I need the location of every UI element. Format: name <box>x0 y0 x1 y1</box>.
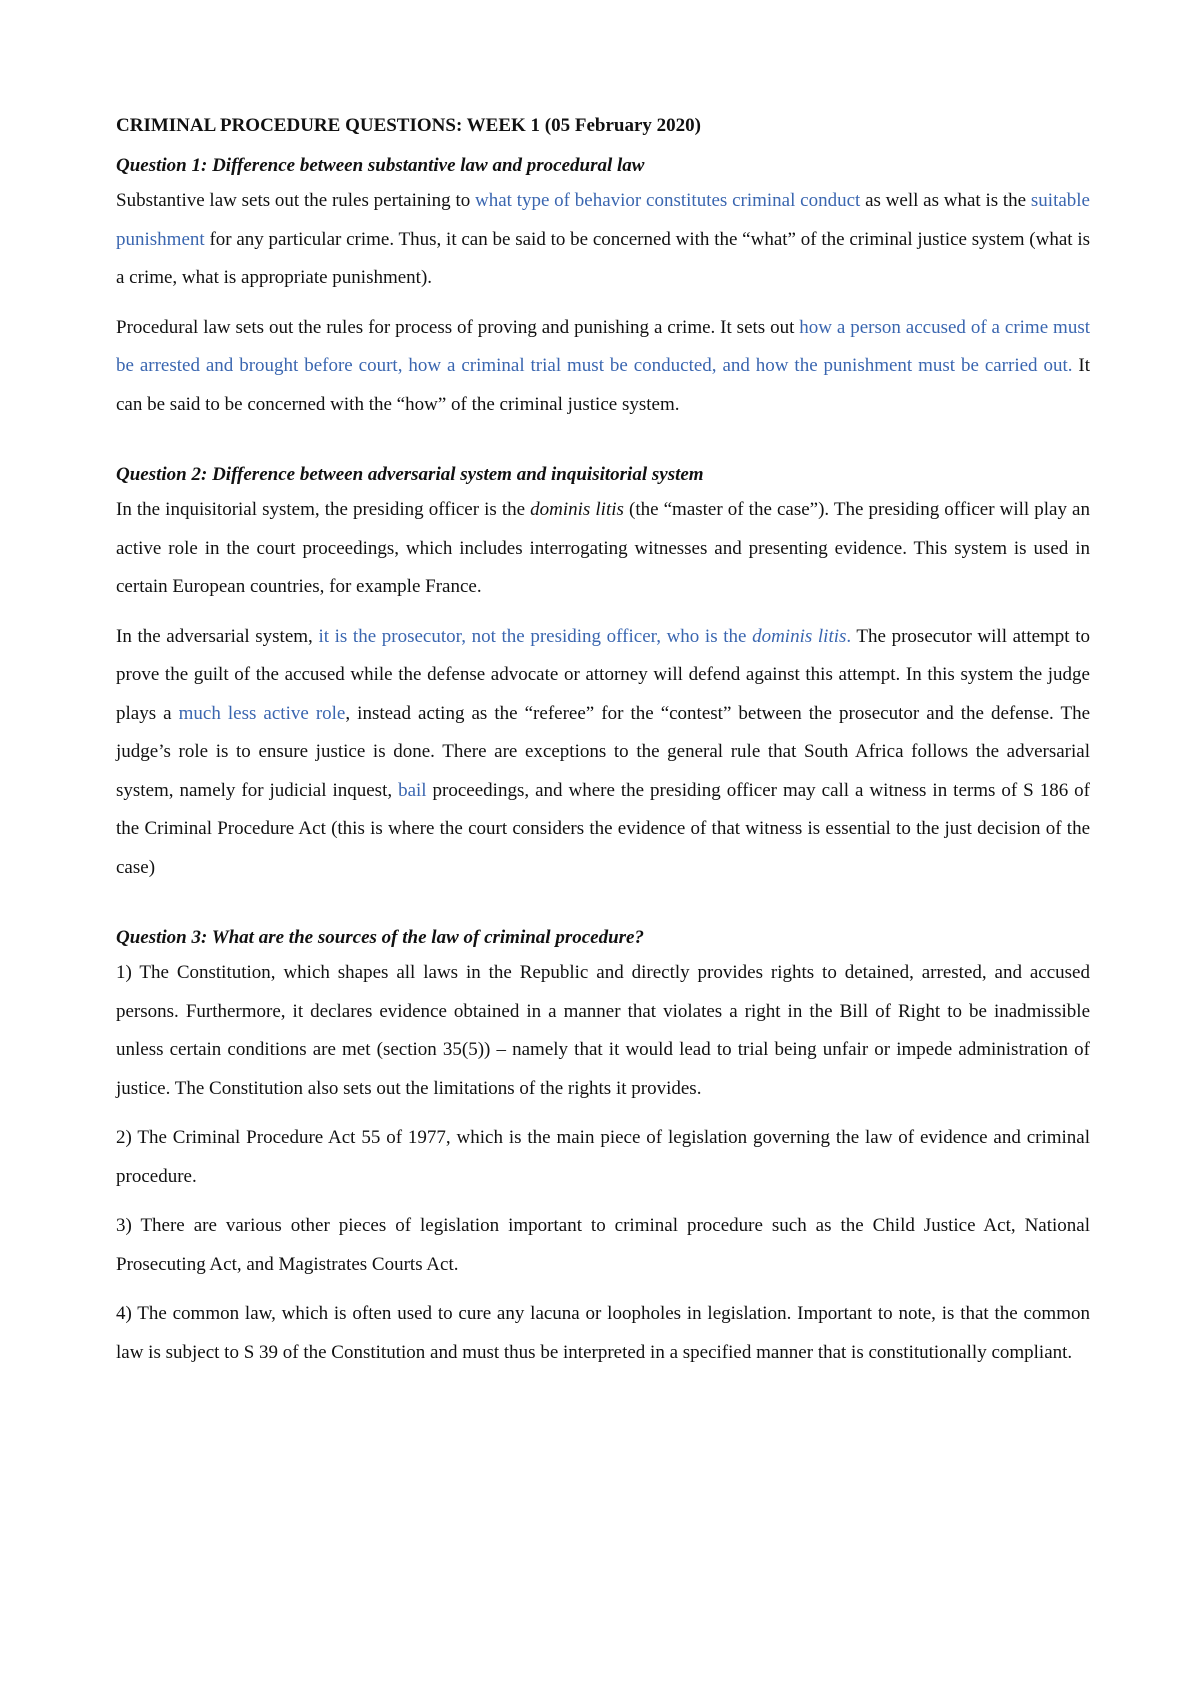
source-item: 1) The Constitution, which shapes all laws in the Republic and directly provides rights to detained, arrested, and accused persons. Furthermore, it declares evidence obtained in a manner that violates a right in the Bill of Right to be inadmissible unless certain conditions are met (section 35(5)) – namely that it would lead to trial being unfair or impede administration of justice. The Constitution also sets out the limitations of the rights it provides. <box>116 962 1090 1099</box>
text-run: It can be said to be concerned with the “how” of the criminal justice system. <box>116 355 1090 415</box>
text-run: Substantive law sets out the rules pertaining to <box>116 190 475 211</box>
highlighted-text: how a person accused of a crime must be arrested and brought before court, how a criminal trial must be conducted, and how the punishment must be carried out. <box>116 316 1090 376</box>
highlighted-text: what type of behavior constitutes criminal conduct <box>475 190 861 211</box>
question-3-heading: Question 3: What are the sources of the law of criminal procedure? <box>116 927 644 948</box>
latin-term: dominis litis <box>530 499 624 520</box>
highlighted-text: bail <box>398 779 427 801</box>
text-run: proceedings, and where the presiding officer may call a witness in terms of S 186 of the Criminal Procedure Act (this is where the court considers the evidence of that witness is essential to the just decision of the case) <box>116 779 1090 878</box>
section-spacer <box>116 898 1090 926</box>
highlighted-text: much less active role <box>178 702 346 724</box>
highlighted-text: it is the prosecutor, not the presiding officer, who is the <box>318 625 753 647</box>
text-run: (the “master of the case”). The presiding officer will play an active role in the court proceedings, which includes interrogating witnesses and presenting evidence. This system is used in certain European countries, for example France. <box>116 499 1090 597</box>
highlighted-text: . <box>846 625 852 647</box>
question-1-heading: Question 1: Difference between substantive law and procedural law <box>116 155 645 176</box>
text-run: In the adversarial system, <box>116 625 319 647</box>
question-2-paragraph-2 <box>116 618 1090 888</box>
section-spacer <box>116 435 1090 463</box>
question-2-heading: Question 2: Difference between adversarial system and inquisitorial system <box>116 464 704 485</box>
question-1-paragraph-1 <box>116 182 1090 298</box>
text-run: as well as what is the <box>860 190 1031 211</box>
text-run: In the inquisitorial system, the presiding officer is the <box>116 499 531 520</box>
highlighted-text: suitable punishment <box>116 190 1090 250</box>
text-run: Procedural law sets out the rules for process of proving and punishing a crime. It sets out <box>116 316 800 338</box>
source-item: 4) The common law, which is often used to cure any lacuna or loopholes in legislation. Important to note, is that the common law is subject to S 39 of the Constitution and must thus be interpreted in a specified manner that is constitutionally compliant. <box>116 1303 1090 1363</box>
document-title: CRIMINAL PROCEDURE QUESTIONS: WEEK 1 (05 February 2020) <box>116 115 701 136</box>
question-1-paragraph-2 <box>116 309 1090 425</box>
text-run: , instead acting as the “referee” for the “contest” between the prosecutor and the defense. The judge’s role is to ensure justice is done. There are exceptions to the general rule that South Africa follows the adversarial system, namely for judicial inquest, <box>116 702 1090 801</box>
latin-term: dominis litis <box>752 625 847 647</box>
text-run: The prosecutor will attempt to prove the guilt of the accused while the defense advocate or attorney will defend against this attempt. In this system the judge plays a <box>116 625 1090 724</box>
text-run: for any particular crime. Thus, it can be said to be concerned with the “what” of the criminal justice system (what is a crime, what is appropriate punishment). <box>116 228 1090 288</box>
source-item: 2) The Criminal Procedure Act 55 of 1977, which is the main piece of legislation governing the law of evidence and criminal procedure. <box>116 1127 1090 1187</box>
source-item: 3) There are various other pieces of legislation important to criminal procedure such as the Child Justice Act, National Prosecuting Act, and Magistrates Courts Act. <box>116 1215 1090 1275</box>
question-2-paragraph-1 <box>116 491 1090 607</box>
